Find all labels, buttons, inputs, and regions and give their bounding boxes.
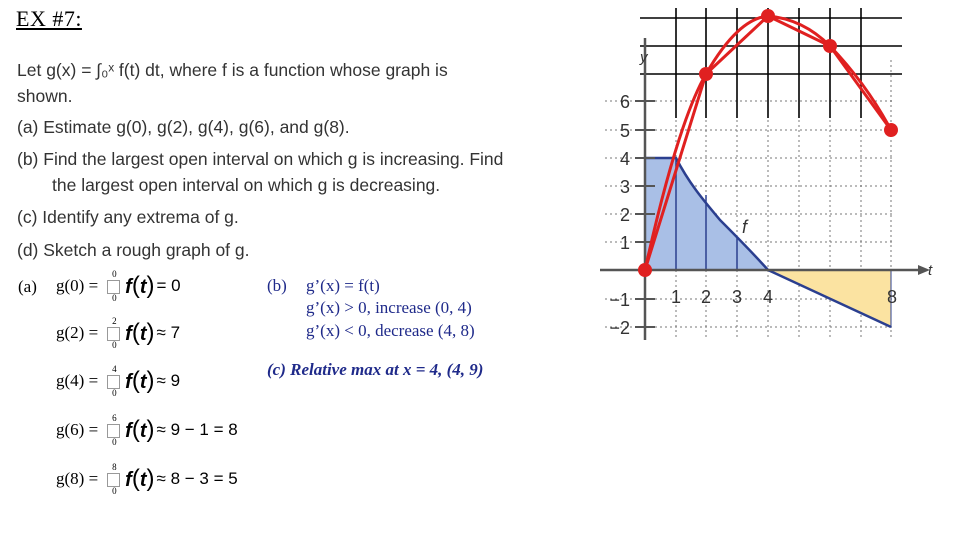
problem-part-b-line2: the largest open interval on which g is decreasing. — [52, 175, 441, 195]
answer-a-row: g(8) = 8 0 f(t) ≈ 8 − 3 = 5 — [56, 462, 238, 496]
problem-part-a: (a) Estimate g(0), g(2), g(4), g(6), and g(8). — [17, 117, 350, 137]
y-tick-label: 5 — [619, 121, 630, 141]
problem-part-b-line1: (b) Find the largest open interval on which g is increasing. Find — [17, 149, 504, 169]
answer-b-line2: g’(x) > 0, increase (0, 4) — [306, 298, 472, 317]
y-tick-label: 3 — [619, 177, 630, 197]
integral-lower-limit: 0 — [112, 293, 117, 303]
t-axis-label: t — [928, 262, 933, 279]
integral-upper-limit: 0 — [112, 269, 117, 279]
y-tick-label: 4 — [619, 149, 630, 169]
integral-lower-limit: 0 — [112, 486, 117, 496]
integral-lower-limit: 0 — [112, 388, 117, 398]
y-axis-label: y — [640, 49, 648, 66]
integral-icon — [104, 271, 122, 301]
answer-a-label: (a) — [18, 277, 37, 296]
y-tick-label: −2 — [609, 318, 630, 338]
integrand: f — [125, 371, 132, 393]
answer-b-line3: g’(x) < 0, decrease (4, 8) — [306, 321, 475, 340]
integrand: f — [125, 276, 132, 298]
integral-icon — [104, 366, 122, 396]
integral-icon — [104, 415, 122, 445]
problem-intro-line1: Let g(x) = ∫₀ˣ f(t) dt, where f is a function whose graph is — [17, 60, 448, 80]
g-point-8 — [884, 123, 898, 137]
integral-icon — [104, 464, 122, 494]
problem-part-d: (d) Sketch a rough graph of g. — [17, 240, 250, 260]
g-point-2 — [699, 67, 713, 81]
integral-lower-limit: 0 — [112, 437, 117, 447]
integrand-variable: t — [139, 420, 147, 442]
answer-lhs: g(8) = — [56, 469, 99, 488]
t-tick-label: 2 — [700, 287, 712, 307]
answer-rhs: = 0 — [156, 276, 181, 295]
t-tick-label: 8 — [886, 287, 898, 307]
t-tick-label: 1 — [670, 287, 682, 307]
answer-lhs: g(2) = — [56, 323, 99, 342]
answer-rhs: ≈ 9 − 1 = 8 — [156, 420, 238, 439]
y-tick-label: 2 — [619, 205, 630, 225]
integral-upper-limit: 2 — [112, 316, 117, 326]
answer-a-row: g(4) = 4 0 f(t) ≈ 9 — [56, 364, 181, 398]
t-tick-label: 3 — [731, 287, 743, 307]
function-graph — [590, 0, 950, 350]
problem-intro-line2: shown. — [17, 86, 73, 106]
g-point-4 — [761, 9, 775, 23]
integrand-variable: t — [139, 276, 147, 298]
g-point-6 — [823, 39, 837, 53]
integral-upper-limit: 4 — [112, 364, 117, 374]
y-tick-label: −1 — [609, 290, 630, 310]
answer-rhs: ≈ 8 − 3 = 5 — [156, 469, 238, 488]
y-tick-label: 1 — [619, 233, 630, 253]
integrand-variable: t — [139, 323, 147, 345]
answer-a-row: g(2) = 2 0 f(t) ≈ 7 — [56, 316, 181, 350]
g-point-0 — [638, 263, 652, 277]
answer-lhs: g(6) = — [56, 420, 99, 439]
answer-rhs: ≈ 9 — [156, 371, 181, 390]
slide-title: EX #7: — [16, 6, 82, 31]
integral-upper-limit: 6 — [112, 413, 117, 423]
answer-b-line1: g’(x) = f(t) — [306, 276, 380, 295]
answer-rhs: ≈ 7 — [156, 323, 181, 342]
integral-lower-limit: 0 — [112, 340, 117, 350]
integrand: f — [125, 323, 132, 345]
answer-a-row: g(6) = 6 0 f(t) ≈ 9 − 1 = 8 — [56, 413, 238, 447]
integral-icon — [104, 318, 122, 348]
integral-upper-limit: 8 — [112, 462, 117, 472]
answer-a-row: g(0) = 0 0 f(t) = 0 — [56, 269, 181, 303]
t-tick-label: 4 — [762, 287, 774, 307]
integrand-variable: t — [139, 469, 147, 491]
y-tick-labels — [609, 92, 630, 338]
y-tick-label: 6 — [619, 92, 630, 112]
answer-c: (c) Relative max at x = 4, (4, 9) — [267, 360, 484, 379]
curve-label: f — [742, 217, 748, 237]
integrand: f — [125, 469, 132, 491]
problem-part-c: (c) Identify any extrema of g. — [17, 207, 239, 227]
integrand: f — [125, 420, 132, 442]
answer-b-label: (b) — [267, 276, 287, 295]
answer-lhs: g(0) = — [56, 276, 99, 295]
integrand-variable: t — [139, 371, 147, 393]
answer-lhs: g(4) = — [56, 371, 99, 390]
